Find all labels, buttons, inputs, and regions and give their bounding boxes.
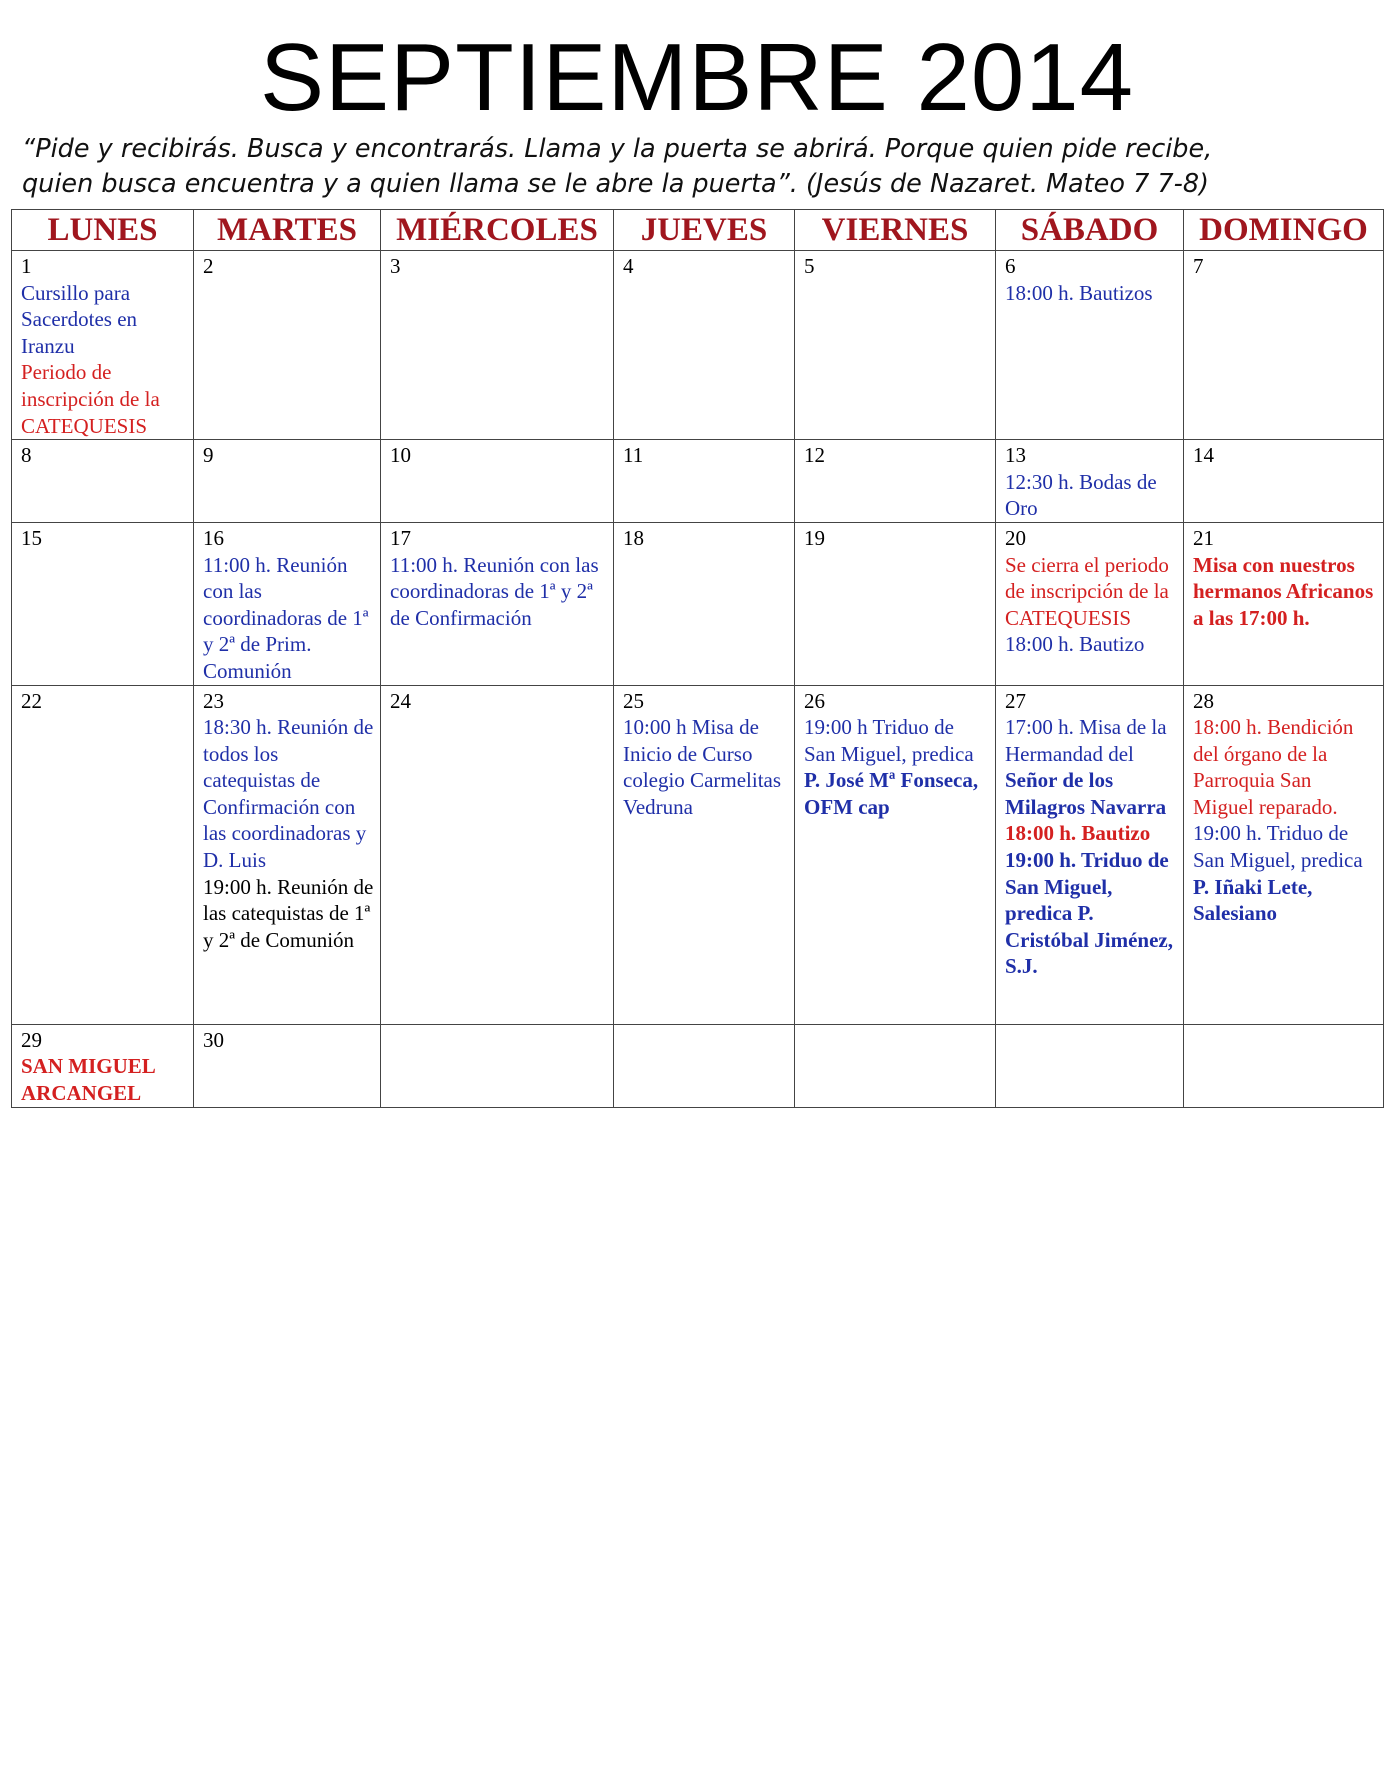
event-text: [804, 714, 989, 820]
week-row: [12, 1024, 1384, 1107]
event-text: [21, 359, 187, 439]
day-number: 27: [1005, 688, 1026, 713]
day-cell: [795, 1024, 996, 1107]
day-cell: [194, 440, 381, 523]
week-row: [12, 251, 1384, 440]
weekday-header: DOMINGO: [1184, 210, 1384, 251]
day-cell: [614, 685, 795, 1024]
day-number: 22: [21, 688, 42, 713]
day-number: 9: [203, 443, 214, 468]
day-number: 8: [21, 443, 32, 468]
event-text-part: 19:00 h. Triduo de San Miguel, predica: [1193, 821, 1363, 873]
quote-line-2: quien busca encuentra y a quien llama se le abre la puerta”. (Jesús de Nazaret. Mateo 7 7-8): [22, 169, 1210, 199]
day-cell: [1184, 1024, 1384, 1107]
day-number: 10: [390, 443, 411, 468]
day-cell: [194, 685, 381, 1024]
event-text-part: 18:00 h. Bautizo: [1005, 821, 1151, 846]
event-text-part: 19:00 h Triduo de San Miguel, predica: [804, 715, 974, 766]
day-number: 20: [1005, 525, 1026, 550]
event-text-part: 12:30 h. Bodas de Oro: [1005, 469, 1157, 521]
event-text: [21, 1053, 187, 1106]
event-text-part: 10:00 h Misa de Inicio de Curso colegio Carmelitas Vedruna: [623, 715, 782, 819]
day-number: 16: [203, 525, 224, 550]
day-cell: [996, 685, 1184, 1024]
event-text-part: Periodo de inscripción de la CATEQUESIS: [21, 360, 160, 438]
event-text: [1005, 820, 1177, 847]
day-number: 12: [804, 443, 825, 468]
week-row: [12, 522, 1384, 685]
day-number: 21: [1193, 525, 1214, 550]
weekday-header: MARTES: [194, 210, 381, 251]
event-text-part: Señor de los Milagros Navarra: [1005, 768, 1167, 819]
day-cell: [12, 251, 194, 440]
event-text-part: Se cierra el periodo de inscripción de la CATEQUESIS: [1005, 552, 1169, 630]
day-cell: [194, 1024, 381, 1107]
event-text-part: Cursillo para Sacerdotes en Iranzu: [21, 280, 138, 358]
day-cell: [194, 251, 381, 440]
page-title: SEPTIEMBRE 2014: [259, 24, 1135, 131]
week-row: [12, 440, 1384, 523]
event-text: [623, 714, 788, 820]
day-cell: [381, 522, 614, 685]
event-text-part: 11:00 h. Reunión con las coordinadoras de 1ª y 2ª de Confirmación: [390, 552, 599, 630]
event-text: [1005, 714, 1177, 820]
event-text: [1193, 714, 1377, 820]
day-number: 28: [1193, 688, 1214, 713]
event-text-part: 19:00 h. Triduo de San Miguel, predica P. Cristóbal Jiménez, S.J.: [1005, 848, 1173, 979]
event-text-part: 19:00 h. Reunión de las catequistas de 1ª y 2ª de Comunión: [203, 874, 374, 952]
weekday-header: LUNES: [12, 210, 194, 251]
event-text: [1005, 469, 1177, 522]
event-text-part: 18:00 h. Bautizo: [1005, 632, 1145, 657]
event-text: [390, 552, 607, 632]
day-cell: [12, 522, 194, 685]
day-number: 15: [21, 525, 42, 550]
event-text-part: 18:00 h. Bautizos: [1005, 280, 1153, 305]
event-text: [203, 874, 374, 954]
event-text: [1005, 552, 1177, 632]
quote-line-1: “Pide y recibirás. Busca y encontrarás. Llama y la puerta se abrirá. Porque quien pide recibe,: [22, 134, 1213, 164]
day-cell: [996, 251, 1184, 440]
day-cell: [795, 251, 996, 440]
day-cell: [1184, 440, 1384, 523]
day-cell: [381, 685, 614, 1024]
day-cell: [194, 522, 381, 685]
day-cell: [614, 440, 795, 523]
event-text: [21, 280, 187, 360]
day-number: 2: [203, 254, 214, 278]
day-number: 19: [804, 525, 825, 550]
day-number: 1: [21, 254, 32, 278]
day-number: 29: [21, 1027, 42, 1052]
day-number: 7: [1193, 254, 1204, 278]
day-cell: [1184, 251, 1384, 440]
event-text: [203, 552, 374, 685]
day-cell: [996, 522, 1184, 685]
day-cell: [795, 685, 996, 1024]
day-number: 23: [203, 688, 224, 713]
event-text: [1005, 847, 1177, 980]
day-number: 17: [390, 525, 411, 550]
day-cell: [12, 440, 194, 523]
day-cell: [795, 522, 996, 685]
day-number: 30: [203, 1027, 224, 1052]
calendar-table: [11, 209, 1384, 1108]
event-text: [1193, 820, 1377, 926]
weekday-header: JUEVES: [614, 210, 795, 251]
day-cell: [614, 1024, 795, 1107]
weekday-header: SÁBADO: [996, 210, 1184, 251]
event-text: [1005, 280, 1177, 307]
day-number: 14: [1193, 443, 1214, 468]
event-text-part: 11:00 h. Reunión con las coordinadoras de 1ª y 2ª de Prim. Comunión: [203, 552, 369, 683]
day-cell: [1184, 685, 1384, 1024]
day-cell: [12, 685, 194, 1024]
event-text-part: Misa con nuestros hermanos Africanos a las 17:00 h.: [1193, 552, 1374, 630]
day-number: 13: [1005, 443, 1026, 468]
event-text-part: SAN MIGUEL ARCANGEL: [21, 1054, 155, 1105]
day-cell: [381, 1024, 614, 1107]
day-number: 26: [804, 688, 825, 713]
week-row: [12, 685, 1384, 1024]
day-number: 11: [623, 443, 644, 468]
event-text: [203, 714, 374, 874]
day-number: 18: [623, 525, 644, 550]
day-cell: [381, 440, 614, 523]
event-text-part: 17:00 h. Misa de la Hermandad del: [1005, 715, 1167, 766]
day-cell: [12, 1024, 194, 1107]
day-cell: [1184, 522, 1384, 685]
day-cell: [381, 251, 614, 440]
day-cell: [614, 251, 795, 440]
weekday-header: VIERNES: [795, 210, 996, 251]
event-text-part: 18:30 h. Reunión de todos los catequistas de Confirmación con las coordinadoras y D. Luis: [203, 715, 374, 873]
day-number: 25: [623, 688, 644, 713]
day-cell: [996, 1024, 1184, 1107]
event-text-part: 18:00 h. Bendición del órgano de la Parroquia San Miguel reparado.: [1193, 715, 1354, 819]
event-text-part: P. José Mª Fonseca, OFM cap: [804, 768, 979, 819]
quote: [22, 132, 1382, 202]
day-cell: [795, 440, 996, 523]
day-number: 24: [390, 688, 411, 713]
weekday-header-row: [12, 210, 1384, 251]
day-number: 6: [1005, 254, 1016, 278]
day-number: 5: [804, 254, 815, 278]
event-text: [1005, 631, 1177, 658]
event-text: [1193, 552, 1377, 632]
day-number: 4: [623, 254, 634, 278]
weekday-header: MIÉRCOLES: [381, 210, 614, 251]
event-text-part: P. Iñaki Lete, Salesiano: [1193, 874, 1313, 926]
day-cell: [614, 522, 795, 685]
day-number: 3: [390, 254, 401, 278]
day-cell: [996, 440, 1184, 523]
